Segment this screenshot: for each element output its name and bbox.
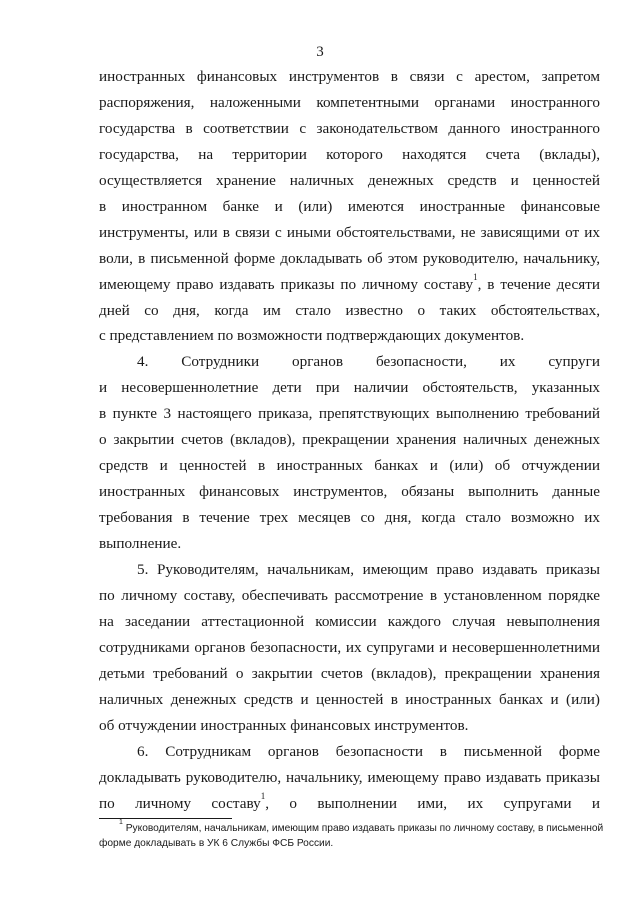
text-line: иностранных финансовых инструментов в связи с арестом, запретом — [99, 68, 600, 85]
text-line: государства в соответствии с законодательством данного иностранного — [99, 120, 600, 137]
text-line-with-footnote — [99, 791, 600, 814]
page-number: 3 — [316, 44, 324, 60]
text-line: и несовершеннолетние дети при наличии обстоятельств, указанных — [99, 379, 600, 396]
text-line: дней со дня, когда им стало известно о таких обстоятельствах, — [99, 302, 600, 319]
text-segment: , в течение десяти — [477, 276, 600, 293]
footnote-number: 1 — [119, 819, 123, 826]
text-line: государства, на территории которого находятся счета (вклады), — [99, 146, 600, 163]
text-line: докладывать руководителю, начальнику, имеющему право издавать приказы — [99, 769, 600, 786]
text-line: с представлением по возможности подтверждающих документов. — [99, 327, 525, 344]
text-line: выполнение. — [99, 535, 182, 552]
text-line: иностранных финансовых инструментов, обязаны выполнить данные — [99, 483, 600, 500]
paragraph-4-start: 4. Сотрудники органов безопасности, их супруги — [137, 353, 600, 370]
paragraph-6-start: 6. Сотрудникам органов безопасности в письменной форме — [137, 743, 600, 760]
text-line: о закрытии счетов (вкладов), прекращении хранения наличных денежных — [99, 431, 600, 448]
text-segment: , о выполнении ими, их супругами и — [265, 795, 600, 812]
text-line: распоряжения, наложенными компетентными органами иностранного — [99, 94, 600, 111]
footnote-marker: 1 — [260, 791, 266, 801]
footnote-line — [119, 819, 604, 836]
text-line: на заседании аттестационной комиссии каждого случая невыполнения — [99, 613, 600, 630]
text-line-with-footnote — [99, 272, 600, 295]
text-segment: имеющему право издавать приказы по личному составу — [99, 276, 474, 293]
text-line: инструменты, или в связи с иными обстоятельствами, не зависящими от их — [99, 224, 600, 241]
text-line: в иностранном банке и (или) имеются иностранные финансовые — [99, 198, 600, 215]
text-segment: по личному составу — [99, 795, 261, 812]
text-line: осуществляется хранение наличных денежных средств и ценностей — [99, 172, 600, 189]
footnote-text: Руководителям, начальникам, имеющим право издавать приказы по личному составу, в письменной — [125, 823, 604, 834]
text-line: сотрудниками органов безопасности, их супругами и несовершеннолетними — [99, 639, 600, 656]
text-line: воли, в письменной форме докладывать об этом руководителю, начальнику, — [99, 250, 600, 267]
text-line: средств и ценностей в иностранных банках и (или) об отчуждении — [99, 457, 600, 474]
text-line: об отчуждении иностранных финансовых инструментов. — [99, 717, 469, 734]
text-line: наличных денежных средств и ценностей в иностранных банках и (или) — [99, 691, 600, 708]
paragraph-5-start: 5. Руководителям, начальникам, имеющим право издавать приказы — [137, 561, 600, 578]
footnote-marker: 1 — [473, 272, 478, 282]
text-line: по личному составу, обеспечивать рассмотрение в установленном порядке — [99, 587, 600, 604]
text-line: в пункте 3 настоящего приказа, препятствующих выполнению требований — [99, 405, 600, 422]
footnote-line: форме докладывать в УК 6 Службы ФСБ России. — [99, 838, 334, 849]
text-line: детьми требований о закрытии счетов (вкладов), прекращении хранения — [99, 665, 600, 682]
text-line: требования в течение трех месяцев со дня, когда стало возможно их — [99, 509, 600, 526]
